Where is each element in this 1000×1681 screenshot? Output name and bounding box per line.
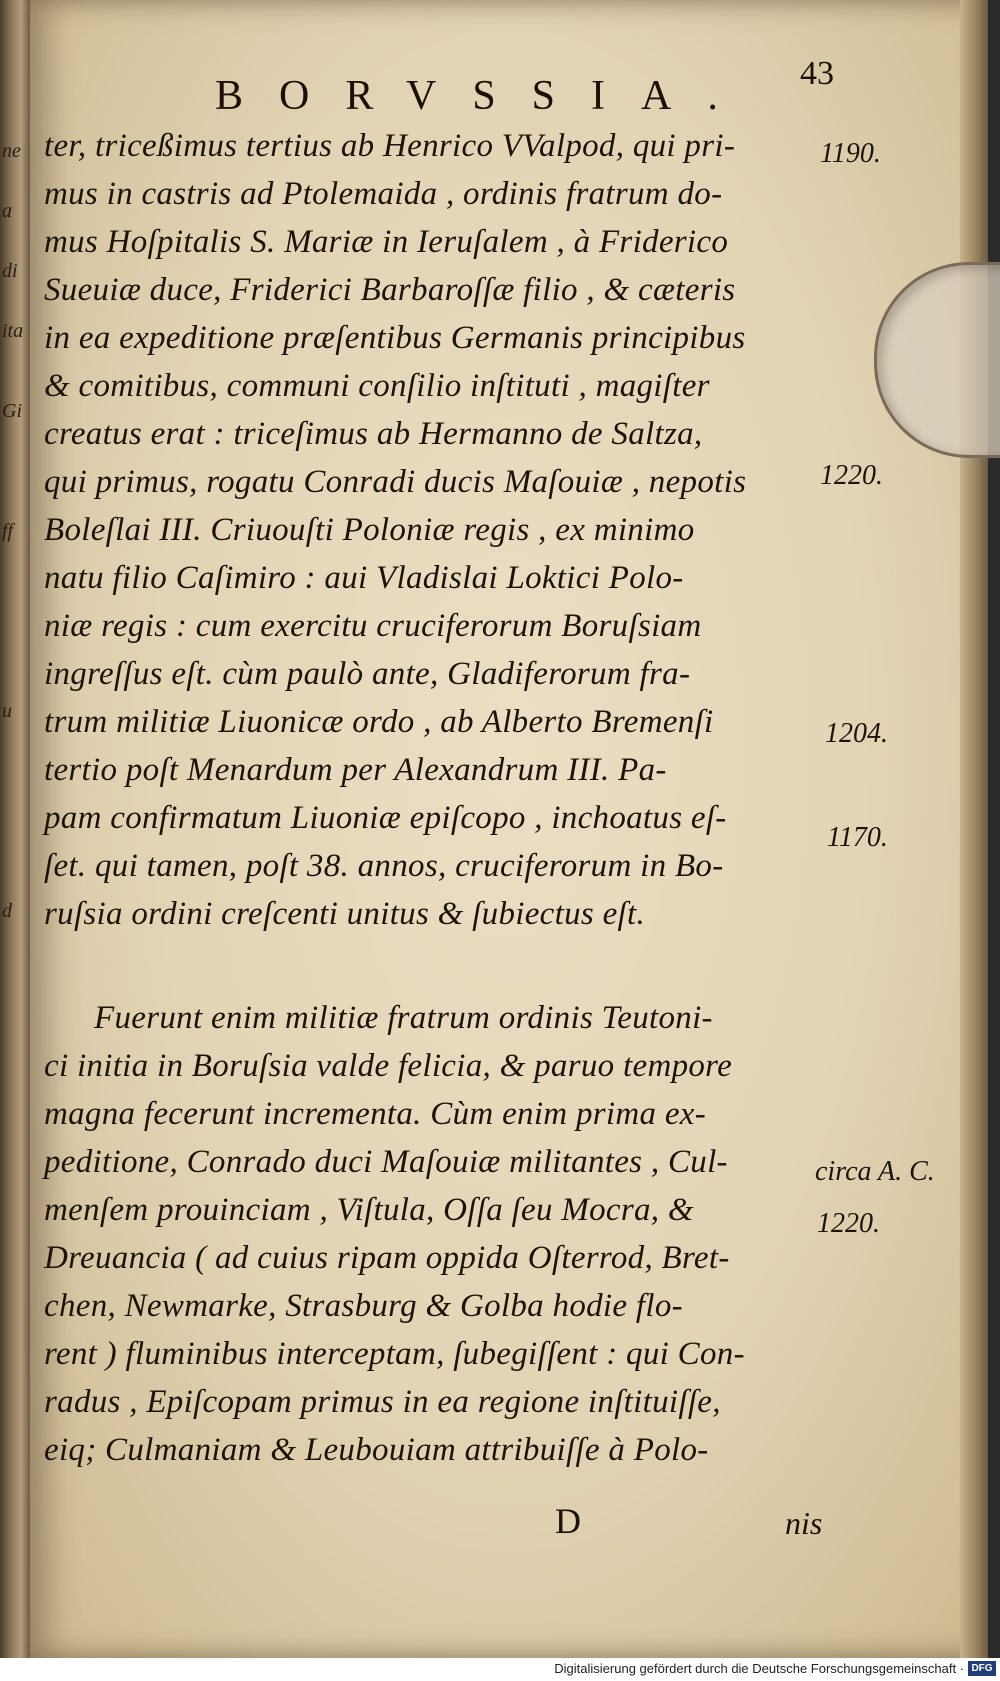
text-line: ter, triceßimus tertius ab Henrico VValpod, qui pri- bbox=[44, 128, 736, 164]
text-line: qui primus, rogatu Conradi ducis Maſouiæ , nepotis bbox=[44, 464, 747, 500]
text-line: ſet. qui tamen, poſt 38. annos, cruciferorum in Bo- bbox=[44, 848, 724, 884]
text-line: natu filio Caſimiro : aui Vladislai Loktici Polo- bbox=[44, 560, 684, 596]
running-head: BORVSSIA. bbox=[215, 73, 754, 119]
prev-page-fragment: Gi bbox=[2, 400, 22, 422]
text-line: Dreuancia ( ad cuius ripam oppida Oſterrod, Bret- bbox=[44, 1240, 730, 1276]
signature-mark: D bbox=[555, 1501, 581, 1541]
text-line: tertio poſt Menardum per Alexandrum III. Pa- bbox=[44, 752, 667, 788]
prev-page-fragment: ff bbox=[2, 520, 14, 542]
prev-page-fragment: d bbox=[2, 900, 12, 922]
text-line: ingreſſus eſt. cùm paulò ante, Gladiferorum fra- bbox=[44, 656, 691, 692]
prev-page-fragment: ita bbox=[2, 320, 24, 342]
text-line: pam confirmatum Liuoniæ epiſcopo , inchoatus eſ- bbox=[44, 800, 727, 836]
text-line: chen, Newmarke, Strasburg & Golba hodie flo- bbox=[44, 1288, 683, 1324]
funding-credit: Digitalisierung gefördert durch die Deutsche Forschungsgemeinschaft · bbox=[554, 1661, 964, 1676]
text-line: eiq; Culmaniam & Leubouiam attribuiſſe à Polo- bbox=[44, 1432, 709, 1468]
margin-note-circa: circa A. C. bbox=[815, 1156, 935, 1187]
text-line: creatus erat : triceſimus ab Hermanno de Saltza, bbox=[44, 416, 703, 452]
folio-number: 43 bbox=[800, 55, 834, 92]
text-line: Boleſlai III. Criuouſti Poloniæ regis , ex minimo bbox=[44, 512, 695, 548]
margin-date: 1220. bbox=[817, 1208, 880, 1239]
prev-page-fragment: a bbox=[2, 200, 12, 222]
footer-bar bbox=[0, 1658, 1000, 1681]
prev-page-fragment: di bbox=[2, 260, 18, 282]
text-line: Fuerunt enim militiæ fratrum ordinis Teutoni- bbox=[94, 1000, 713, 1036]
text-line: ci initia in Boruſsia valde felicia, & paruo tempore bbox=[44, 1048, 733, 1084]
margin-date: 1170. bbox=[827, 822, 888, 853]
prev-page-fragment: u bbox=[2, 700, 12, 722]
text-line: mus in castris ad Ptolemaida , ordinis fratrum do- bbox=[44, 176, 723, 212]
text-line: & comitibus, communi conſilio inſtituti , magiſter bbox=[44, 368, 710, 404]
text-line: in ea expeditione præſentibus Germanis principibus bbox=[44, 320, 746, 356]
text-line: ruſsia ordini creſcenti unitus & ſubiectus eſt. bbox=[44, 896, 646, 932]
text-line: peditione, Conrado duci Maſouiæ militantes , Cul- bbox=[44, 1144, 728, 1180]
text-line: niæ regis : cum exercitu cruciferorum Boruſsiam bbox=[44, 608, 702, 644]
dfg-logo: DFG bbox=[968, 1661, 996, 1676]
margin-date: 1190. bbox=[820, 138, 881, 169]
text-line: mus Hoſpitalis S. Mariæ in Ieruſalem , à Friderico bbox=[44, 224, 729, 260]
margin-date: 1220. bbox=[820, 460, 883, 491]
prev-page-fragment: ne bbox=[2, 140, 21, 162]
margin-date: 1204. bbox=[825, 718, 888, 749]
page-right-edge bbox=[960, 0, 988, 1658]
text-line: magna fecerunt incrementa. Cùm enim prima ex- bbox=[44, 1096, 707, 1132]
text-line: rent ) fluminibus interceptam, ſubegiſſent : qui Con- bbox=[44, 1336, 745, 1372]
previous-page-edge bbox=[0, 0, 30, 1658]
text-line: menſem prouinciam , Viſtula, Oſſa ſeu Mocra, & bbox=[44, 1192, 694, 1228]
text-line: Sueuiæ duce, Friderici Barbaroſſæ filio , & cæteris bbox=[44, 272, 736, 308]
book-page bbox=[30, 0, 988, 1658]
text-line: trum militiæ Liuonicæ ordo , ab Alberto Bremenſi bbox=[44, 704, 714, 740]
catchword: nis bbox=[785, 1505, 823, 1541]
text-line: radus , Epiſcopam primus in ea regione inſtituiſſe, bbox=[44, 1384, 721, 1420]
